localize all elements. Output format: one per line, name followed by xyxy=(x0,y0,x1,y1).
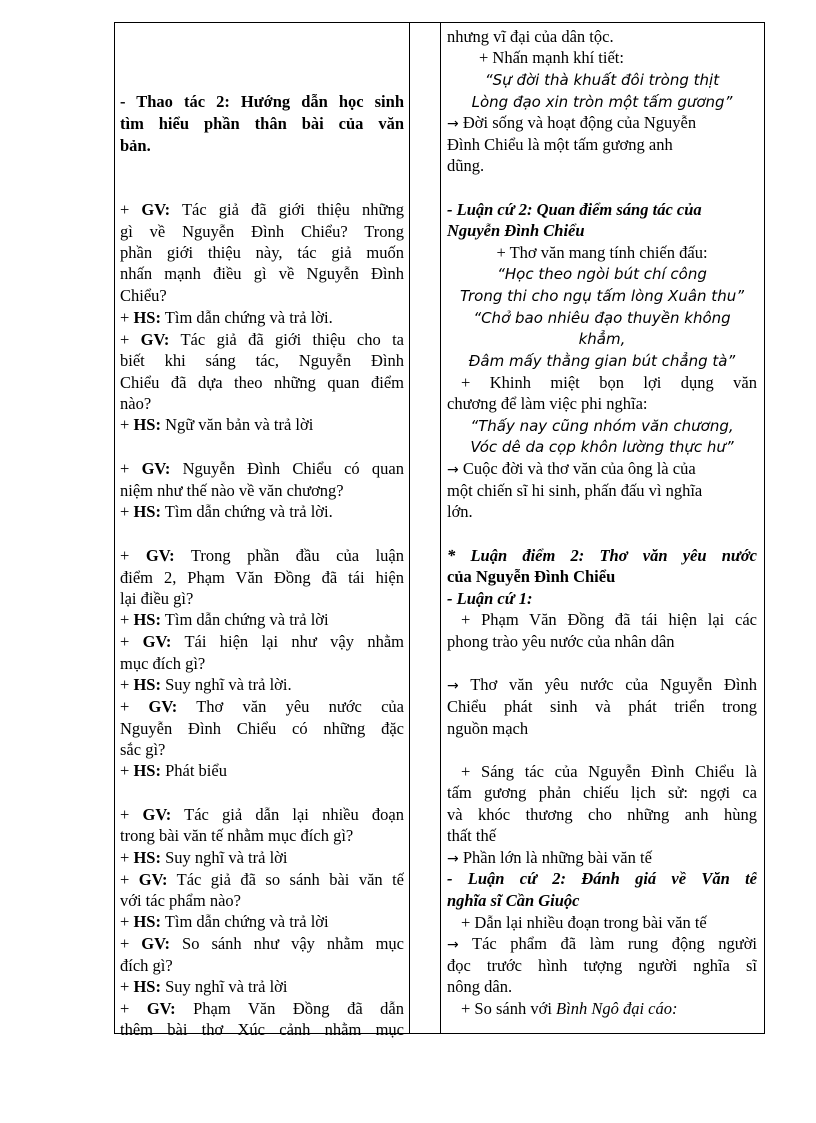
luan-cu-heading: - Luận cứ 2: Đánh giá về Văn tế xyxy=(447,869,757,888)
gv-question: + GV: So sánh như vậy nhằm mục xyxy=(120,934,404,953)
conclusion-line: → Phần lớn là những bài văn tế xyxy=(447,848,652,867)
spacer-column xyxy=(410,23,441,1034)
luan-cu-heading: - Luận cứ 1: xyxy=(447,589,533,608)
conclusion-line: → Cuộc đời và thơ văn của ông là của xyxy=(447,459,696,478)
hs-answer: + HS: Tìm dẫn chứng và trả lời. xyxy=(120,308,333,327)
luan-cu-heading: - Luận cứ 2: Quan điểm sáng tác của xyxy=(447,200,702,219)
gv-question: + GV: Tái hiện lại như vậy nhằm xyxy=(120,632,404,651)
gv-question: trong bài văn tế nhằm mục đích gì? xyxy=(120,826,354,845)
content-line: và khóc thương cho những anh hùng xyxy=(447,805,757,824)
content-line: + Sáng tác của Nguyễn Đình Chiểu là xyxy=(461,762,757,781)
gv-question: + GV: Tác giả đã so sánh bài văn tế xyxy=(120,870,404,889)
gv-question: gì về Nguyễn Đình Chiểu? Trong xyxy=(120,222,404,241)
hs-answer: + HS: Phát biểu xyxy=(120,761,227,780)
poem-quote: Đâm mấy thằng gian bút chẳng tà” xyxy=(468,352,736,370)
luan-diem-heading: * Luận điểm 2: Thơ văn yêu nước xyxy=(447,546,757,565)
arrow-icon: → xyxy=(447,851,459,867)
gv-question: với tác phẩm nào? xyxy=(120,891,241,910)
arrow-icon: → xyxy=(447,937,459,953)
gv-question: mục đích gì? xyxy=(120,654,206,673)
gv-question: nào? xyxy=(120,394,152,413)
hs-answer: + HS: Suy nghĩ và trả lời xyxy=(120,977,288,996)
thao-tac-2-heading: tìm hiểu phần thân bài của văn xyxy=(120,114,404,133)
gv-question: + GV: Tác giả đã giới thiệu những xyxy=(120,200,404,219)
gv-question: thêm bài thơ Xúc cảnh nhằm mục xyxy=(120,1020,404,1039)
content-line: + Nhấn mạnh khí tiết: xyxy=(479,48,624,67)
hs-answer: + HS: Tìm dẫn chứng và trả lời xyxy=(120,912,329,931)
arrow-icon: → xyxy=(447,678,459,694)
hs-answer: + HS: Suy nghĩ và trả lời xyxy=(120,848,288,867)
poem-quote: khẳm, xyxy=(578,330,626,348)
conclusion-line: nông dân. xyxy=(447,977,513,996)
luan-cu-heading: nghĩa sĩ Cần Giuộc xyxy=(447,891,580,910)
content-line: tấm gương phản chiếu lịch sử: ngợi ca xyxy=(447,783,757,802)
conclusion-line: → Đời sống và hoạt động của Nguyễn xyxy=(447,113,697,132)
thao-tac-2-heading: bản. xyxy=(120,136,151,155)
content-line: + Dẫn lại nhiều đoạn trong bài văn tế xyxy=(461,913,707,932)
content-line: chương để làm việc phi nghĩa: xyxy=(447,394,648,413)
luan-cu-heading: Nguyễn Đình Chiểu xyxy=(447,221,585,240)
gv-question: + GV: Trong phần đầu của luận xyxy=(120,546,404,565)
gv-question: lại điều gì? xyxy=(120,589,194,608)
poem-quote: Lòng đạo xin tròn một tấm gương” xyxy=(471,93,733,111)
lesson-content-column xyxy=(441,23,765,1034)
conclusion-line: → Thơ văn yêu nước của Nguyễn Đình xyxy=(447,675,757,694)
conclusion-line: Đình Chiểu là một tấm gương anh xyxy=(447,135,673,154)
content-line: + Thơ văn mang tính chiến đấu: xyxy=(496,243,708,262)
gv-question: nhấn mạnh điều gì về Nguyễn Đình xyxy=(120,264,404,283)
teacher-student-activities-column xyxy=(115,23,410,1039)
conclusion-line: đọc trước hình tượng người nghĩa sĩ xyxy=(447,956,757,975)
thao-tac-2-heading: - Thao tác 2: Hướng dẫn học sinh xyxy=(120,92,404,111)
hs-answer: + HS: Suy nghĩ và trả lời. xyxy=(120,675,292,694)
hs-answer: + HS: Tìm dẫn chứng và trả lời. xyxy=(120,502,333,521)
gv-question: sắc gì? xyxy=(120,740,166,759)
conclusion-line: Chiểu phát sinh và phát triển trong xyxy=(447,697,757,716)
gv-question: Chiểu? xyxy=(120,286,167,305)
conclusion-line: dũng. xyxy=(447,156,485,175)
gv-question: + GV: Tác giả dẫn lại nhiều đoạn xyxy=(120,805,404,824)
lesson-plan-table xyxy=(114,22,765,1039)
gv-question: điểm 2, Phạm Văn Đồng đã tái hiện xyxy=(120,568,404,587)
work-title: Bình Ngô đại cáo: xyxy=(556,999,678,1018)
poem-quote: Vóc dê da cọp khôn lường thực hư” xyxy=(470,438,734,456)
gv-question: biết khi sáng tác, Nguyễn Đình xyxy=(120,351,404,370)
gv-question: + GV: Phạm Văn Đồng đã dẫn xyxy=(120,999,404,1018)
arrow-icon: → xyxy=(447,462,459,478)
gv-question: Nguyễn Đình Chiểu có những đặc xyxy=(120,719,404,738)
hs-answer: + HS: Ngữ văn bản và trả lời xyxy=(120,415,314,434)
gv-question: Chiểu đã dựa theo những quan điểm xyxy=(120,373,404,392)
poem-quote: “Chở bao nhiêu đạo thuyền không xyxy=(473,309,731,327)
content-line: nhưng vĩ đại của dân tộc. xyxy=(447,27,614,46)
content-line: + Khinh miệt bọn lợi dụng văn xyxy=(461,373,757,392)
luan-diem-heading: của Nguyễn Đình Chiểu xyxy=(447,567,616,586)
content-line: + So sánh với Bình Ngô đại cáo: xyxy=(461,999,678,1018)
poem-quote: “Sự đời thà khuất đôi tròng thịt xyxy=(484,71,720,89)
conclusion-line: một chiến sĩ hi sinh, phấn đấu vì nghĩa xyxy=(447,481,703,500)
content-line: thất thế xyxy=(447,826,497,845)
poem-quote: “Thấy nay cũng nhóm văn chương, xyxy=(470,417,734,435)
gv-question: + GV: Thơ văn yêu nước của xyxy=(120,697,404,716)
content-line: + Phạm Văn Đồng đã tái hiện lại các xyxy=(461,610,757,629)
gv-question: + GV: Nguyễn Đình Chiểu có quan xyxy=(120,459,404,478)
gv-question: đích gì? xyxy=(120,956,173,975)
arrow-icon: → xyxy=(447,116,459,132)
gv-question: + GV: Tác giả đã giới thiệu cho ta xyxy=(120,330,404,349)
conclusion-line: → Tác phẩm đã làm rung động người xyxy=(447,934,757,953)
poem-quote: Trong thi cho ngụ tấm lòng Xuân thu” xyxy=(460,287,744,305)
content-line: phong trào yêu nước của nhân dân xyxy=(447,632,675,651)
hs-answer: + HS: Tìm dẫn chứng và trả lời xyxy=(120,610,329,629)
conclusion-line: nguồn mạch xyxy=(447,719,529,738)
conclusion-line: lớn. xyxy=(447,502,473,521)
gv-question: phần giới thiệu này, tác giả muốn xyxy=(120,243,404,262)
gv-question: niệm như thế nào về văn chương? xyxy=(120,481,344,500)
poem-quote: “Học theo ngòi bút chí công xyxy=(497,265,707,283)
